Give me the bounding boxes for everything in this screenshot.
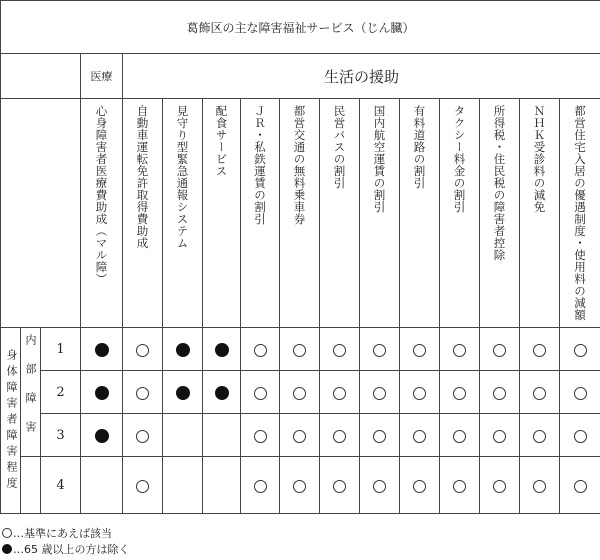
service-header-0	[81, 99, 123, 328]
legend-open-text: …基準にあえば該当	[13, 527, 112, 540]
grade-cell: 1	[41, 328, 81, 371]
table-title: 葛飾区の主な障害福祉サービス（じん臓）	[1, 1, 600, 54]
table-row	[1, 457, 600, 514]
service-cell	[280, 371, 320, 414]
row-subcategory	[21, 328, 41, 457]
service-cell	[203, 371, 241, 414]
service-cell	[280, 414, 320, 457]
service-header-5	[280, 99, 320, 328]
service-cell	[480, 371, 520, 414]
row-subcategory-blank	[21, 457, 41, 514]
service-cell	[123, 328, 163, 371]
service-cell	[203, 457, 241, 514]
open-circle-icon	[413, 480, 426, 493]
open-circle-icon	[254, 480, 267, 493]
service-cell	[440, 371, 480, 414]
open-circle-icon	[254, 430, 267, 443]
filled-circle-icon	[95, 343, 109, 357]
service-label: 都営交通の無料乗車券	[292, 105, 307, 225]
open-circle-icon	[136, 480, 149, 493]
service-cell	[400, 457, 440, 514]
corner-cell-2	[1, 99, 81, 328]
service-cell	[320, 414, 360, 457]
service-header-2	[163, 99, 203, 328]
open-circle-icon	[413, 344, 426, 357]
service-cell	[320, 371, 360, 414]
filled-circle-icon	[215, 343, 229, 357]
service-cell	[163, 371, 203, 414]
service-cell	[320, 457, 360, 514]
service-cell	[360, 371, 400, 414]
service-cell	[81, 371, 123, 414]
filled-circle-icon	[95, 386, 109, 400]
service-header-7	[360, 99, 400, 328]
service-cell	[560, 457, 600, 514]
open-circle-icon	[333, 344, 346, 357]
service-cell	[123, 371, 163, 414]
corner-cell	[1, 54, 81, 99]
service-cell	[123, 457, 163, 514]
open-circle-icon	[293, 387, 306, 400]
service-header-9	[440, 99, 480, 328]
service-label: 都営住宅入居の優遇制度・使用料の減額	[573, 105, 587, 321]
service-cell	[560, 371, 600, 414]
row-category-label: 身体障害者障害程度	[5, 348, 18, 493]
open-circle-icon	[254, 387, 267, 400]
service-label: 配食サービス	[214, 105, 229, 177]
open-circle-icon	[533, 387, 546, 400]
group-medical: 医療	[81, 54, 123, 99]
service-cell	[520, 414, 560, 457]
service-header-1	[123, 99, 163, 328]
open-circle-icon	[333, 480, 346, 493]
open-circle-icon	[373, 387, 386, 400]
open-circle-icon	[136, 344, 149, 357]
legend-filled-text: …65 歳以上の方は除く	[13, 543, 130, 556]
filled-circle-icon	[176, 343, 190, 357]
service-cell	[400, 414, 440, 457]
service-cell	[360, 328, 400, 371]
service-header-4	[241, 99, 280, 328]
group-life: 生活の援助	[123, 54, 600, 99]
service-label: 自動車運転免許取得費助成	[135, 105, 150, 249]
open-circle-icon	[453, 344, 466, 357]
service-cell	[360, 457, 400, 514]
service-cell	[241, 414, 280, 457]
service-label: 民営バスの割引	[332, 105, 347, 189]
grade-cell: 4	[41, 457, 81, 514]
service-cell	[280, 328, 320, 371]
filled-circle-icon	[95, 429, 109, 443]
table-row	[1, 328, 600, 371]
row-subcategory-label: 内部障害	[24, 334, 37, 450]
service-cell	[203, 414, 241, 457]
service-header-12	[560, 99, 600, 328]
service-header-11	[520, 99, 560, 328]
open-circle-icon	[453, 387, 466, 400]
service-cell	[280, 457, 320, 514]
service-cell	[163, 328, 203, 371]
service-cell	[81, 414, 123, 457]
open-circle-icon	[574, 480, 587, 493]
service-label: 有料道路の割引	[412, 105, 427, 189]
open-circle-icon	[533, 480, 546, 493]
service-cell	[241, 371, 280, 414]
open-circle-icon	[413, 387, 426, 400]
table-row	[1, 371, 600, 414]
service-cell	[480, 414, 520, 457]
service-label: ＪＲ・私鉄運賃の割引	[253, 105, 267, 225]
service-cell	[241, 328, 280, 371]
service-cell	[203, 328, 241, 371]
open-circle-icon	[574, 344, 587, 357]
service-cell	[520, 457, 560, 514]
filled-circle-icon	[176, 386, 190, 400]
open-circle-icon	[293, 480, 306, 493]
service-label: 所得税・住民税の障害者控除	[492, 105, 507, 261]
service-label: 国内航空運賃の割引	[372, 105, 387, 213]
service-cell	[320, 328, 360, 371]
open-circle-icon	[493, 387, 506, 400]
service-label: 心身障害者医療費助成（マル障）	[94, 105, 109, 285]
open-circle-icon	[493, 344, 506, 357]
service-cell	[241, 457, 280, 514]
service-cell	[163, 457, 203, 514]
legend-open	[2, 527, 112, 541]
service-label: 見守り型緊急通報システム	[175, 105, 190, 249]
open-circle-icon	[453, 480, 466, 493]
grade-cell: 3	[41, 414, 81, 457]
open-circle-icon	[293, 430, 306, 443]
service-cell	[81, 457, 123, 514]
open-circle-icon	[533, 344, 546, 357]
service-cell	[440, 328, 480, 371]
service-header-6	[320, 99, 360, 328]
row-category	[1, 328, 21, 514]
service-cell	[163, 414, 203, 457]
open-circle-icon	[333, 387, 346, 400]
service-cell	[81, 328, 123, 371]
open-circle-icon	[373, 344, 386, 357]
service-cell	[123, 414, 163, 457]
open-circle-icon	[136, 430, 149, 443]
service-header-8	[400, 99, 440, 328]
service-label: ＮＨＫ受診料の減免	[532, 105, 547, 213]
service-cell	[440, 457, 480, 514]
open-circle-icon	[413, 430, 426, 443]
service-label: タクシー料金の割引	[452, 105, 467, 213]
legend-filled	[2, 543, 130, 557]
open-circle-icon	[2, 528, 12, 538]
service-cell	[400, 328, 440, 371]
filled-circle-icon	[2, 544, 12, 554]
service-cell	[520, 371, 560, 414]
filled-circle-icon	[215, 386, 229, 400]
service-cell	[560, 414, 600, 457]
open-circle-icon	[373, 480, 386, 493]
service-cell	[560, 328, 600, 371]
service-cell	[480, 328, 520, 371]
open-circle-icon	[493, 480, 506, 493]
open-circle-icon	[533, 430, 546, 443]
service-cell	[520, 328, 560, 371]
open-circle-icon	[254, 344, 267, 357]
table-row	[1, 414, 600, 457]
open-circle-icon	[574, 387, 587, 400]
open-circle-icon	[453, 430, 466, 443]
open-circle-icon	[373, 430, 386, 443]
open-circle-icon	[574, 430, 587, 443]
service-cell	[400, 371, 440, 414]
open-circle-icon	[493, 430, 506, 443]
service-cell	[440, 414, 480, 457]
open-circle-icon	[136, 387, 149, 400]
service-cell	[360, 414, 400, 457]
service-header-10	[480, 99, 520, 328]
service-header-3	[203, 99, 241, 328]
open-circle-icon	[293, 344, 306, 357]
service-cell	[480, 457, 520, 514]
grade-cell: 2	[41, 371, 81, 414]
open-circle-icon	[333, 430, 346, 443]
